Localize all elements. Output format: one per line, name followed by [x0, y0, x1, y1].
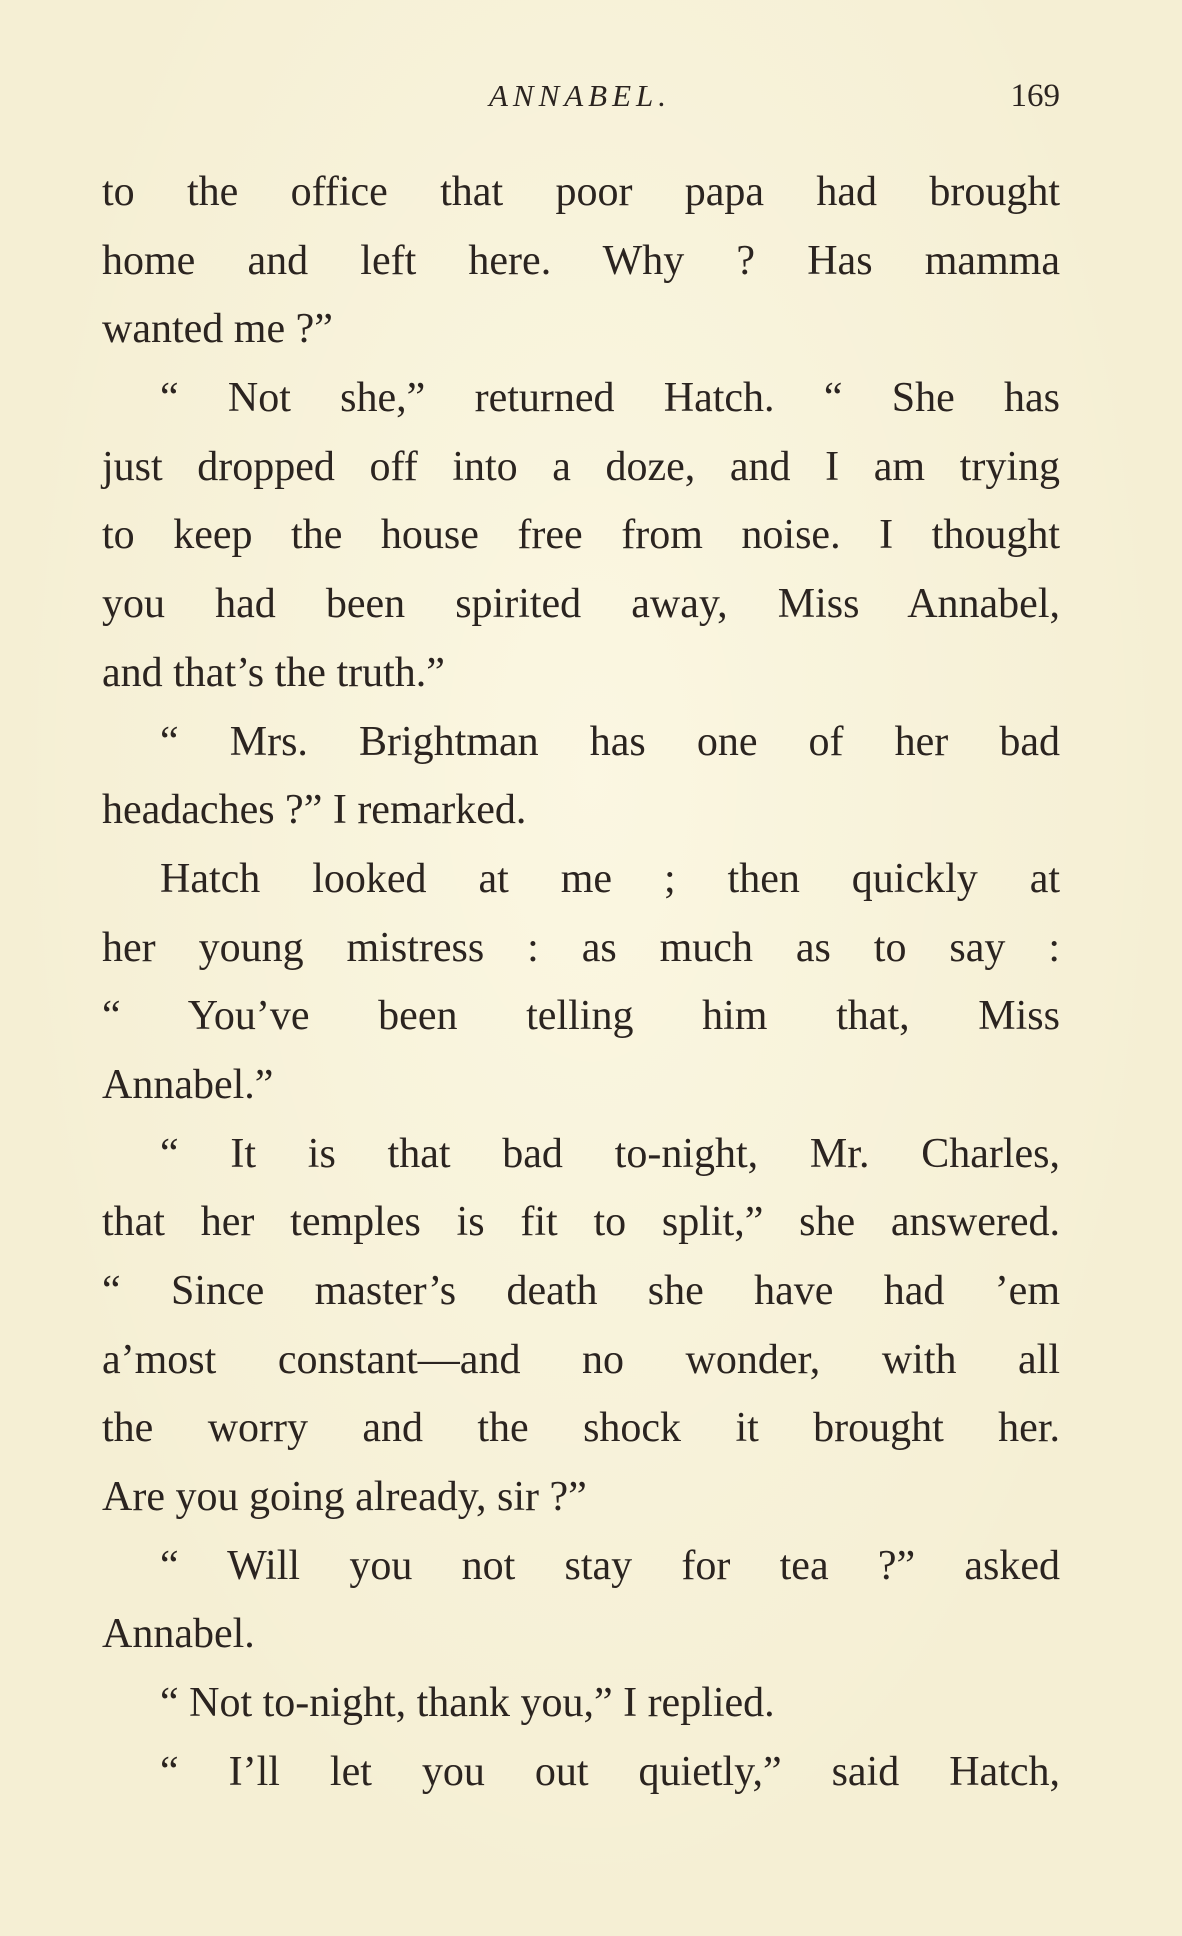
text-line: “ Not to-night, thank you,” I replied. [160, 1680, 775, 1727]
page-number: 169 [1010, 78, 1060, 114]
text-line: just dropped off into a doze, and I am trying [102, 443, 1060, 490]
text-line: headaches ?” I remarked. [102, 787, 527, 834]
text-line: to keep the house free from noise. I thought [102, 512, 1060, 559]
text-line: “ Mrs. Brightman has one of her bad [160, 718, 1060, 765]
text-line: “ Since master’s death she have had ’em [102, 1268, 1060, 1314]
text-line: Hatch looked at me ; then quickly at [160, 855, 1060, 902]
text-line: Annabel. [102, 1611, 255, 1658]
text-line: and that’s the truth.” [102, 649, 445, 696]
text-line: her young mistress : as much as to say : [102, 924, 1060, 971]
text-line: a’most constant—and no wonder, with all [102, 1336, 1060, 1383]
text-line: “ I’ll let you out quietly,” said Hatch, [160, 1748, 1060, 1795]
text-line: Annabel.” [102, 1061, 274, 1108]
text-line: to the office that poor papa had brought [102, 169, 1060, 215]
text-line: wanted me ?” [102, 306, 333, 353]
text-line: “ Will you not stay for tea ?” asked [160, 1542, 1060, 1589]
text-line: “ You’ve been telling him that, Miss [102, 993, 1060, 1040]
text-line: you had been spirited away, Miss Annabel, [102, 581, 1060, 628]
text-line: the worry and the shock it brought her. [102, 1405, 1060, 1452]
running-title: ANNABEL. [488, 78, 672, 113]
text-line: Are you going already, sir ?” [102, 1474, 587, 1521]
text-line: home and left here. Why ? Has mamma [102, 237, 1060, 284]
text-line: “ Not she,” returned Hatch. “ She has [160, 375, 1060, 422]
running-head [100, 78, 1060, 118]
body-text [102, 158, 1060, 1807]
text-line: “ It is that bad to-night, Mr. Charles, [160, 1130, 1060, 1177]
text-line: that her temples is fit to split,” she answered. [102, 1199, 1060, 1246]
